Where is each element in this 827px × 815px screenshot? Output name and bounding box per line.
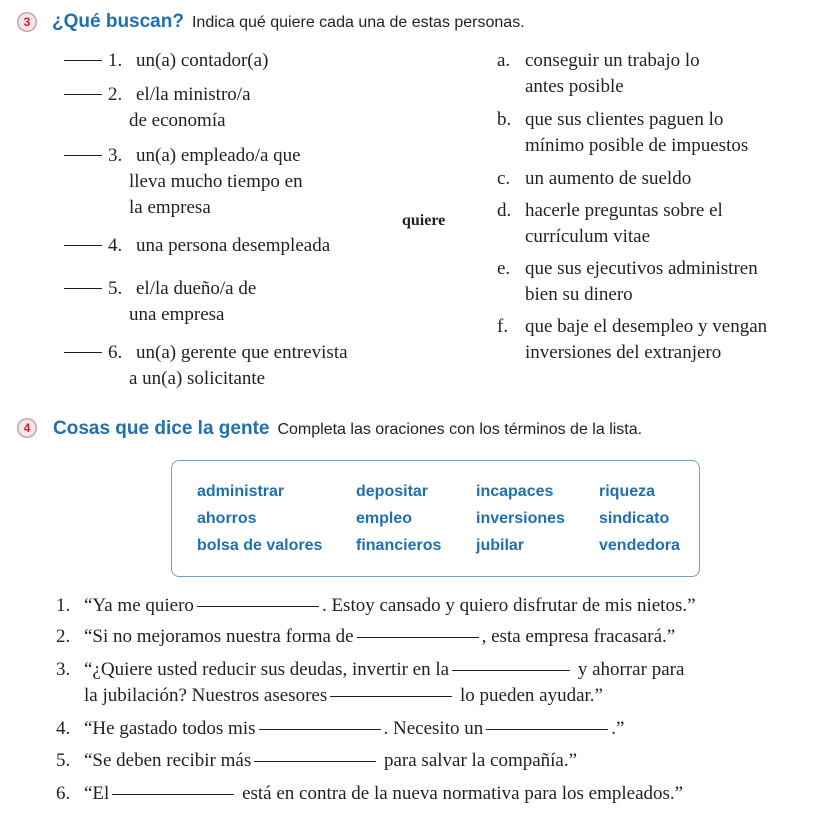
sentence-item: 1. “Ya me quiero . Estoy cansado y quiero disfrutar de mis nietos.” [56, 595, 696, 616]
exercise-title: ¿Qué buscan? [52, 11, 184, 32]
answer-blank[interactable] [64, 94, 102, 95]
verb-label: quiere [402, 212, 446, 229]
person-item: 4. una persona desempleada [64, 233, 330, 259]
answer-blank[interactable] [486, 729, 608, 730]
want-item-line: currículum vitae [525, 226, 651, 247]
want-item: f. que baje el desempleo y vengan [497, 316, 768, 337]
word-bank-term: riqueza [599, 483, 656, 500]
answer-blank[interactable] [330, 696, 452, 697]
want-item-line: antes posible [525, 76, 624, 97]
exercise-4-heading [53, 418, 642, 440]
want-item: b. que sus clientes paguen lo [497, 109, 724, 130]
want-item-line: mínimo posible de impuestos [525, 135, 749, 156]
word-bank-term: financieros [356, 537, 442, 554]
word-bank-term: bolsa de valores [197, 537, 323, 554]
want-item: a. conseguir un trabajo lo [497, 50, 700, 71]
person-item-line: lleva mucho tiempo en [129, 171, 303, 192]
person-item-line: la empresa [129, 197, 211, 218]
sentence-item: 2. “Si no mejoramos nuestra forma de , esta empresa fracasará.” [56, 626, 676, 647]
word-bank-term: inversiones [476, 510, 565, 527]
exercise-3-heading [52, 11, 525, 33]
answer-blank[interactable] [357, 637, 479, 638]
answer-blank[interactable] [197, 606, 319, 607]
person-item: 3. un(a) empleado/a que [64, 143, 301, 169]
sentence-item: 3. “¿Quiere usted reducir sus deudas, invertir en la y ahorrar para [56, 659, 685, 680]
word-bank-term: jubilar [476, 537, 525, 554]
word-bank-term: vendedora [599, 537, 680, 554]
exercise-instruction: Indica qué quiere cada una de estas personas. [191, 14, 525, 31]
sentence-item: 4. “He gastado todos mis . Necesito un .” [56, 718, 625, 739]
answer-blank[interactable] [64, 155, 102, 156]
answer-blank[interactable] [112, 794, 234, 795]
person-item-line: a un(a) solicitante [129, 368, 266, 389]
sentence-item-line: la jubilación? Nuestros asesores lo pueden ayudar.” [84, 685, 603, 706]
answer-blank[interactable] [64, 245, 102, 246]
exercise-number-badge: 4 [17, 418, 37, 438]
want-item: c. un aumento de sueldo [497, 168, 692, 189]
want-item: e. que sus ejecutivos administren [497, 258, 758, 279]
answer-blank[interactable] [254, 761, 376, 762]
answer-blank[interactable] [64, 288, 102, 289]
word-bank-term: sindicato [599, 510, 670, 527]
person-item: 6. un(a) gerente que entrevista [64, 340, 348, 366]
word-bank-term: empleo [356, 510, 413, 527]
sentence-item: 6. “El está en contra de la nueva normativa para los empleados.” [56, 783, 684, 804]
exercise-instruction: Completa las oraciones con los términos de la lista. [277, 421, 643, 438]
word-bank-term: ahorros [197, 510, 257, 527]
person-item: 2. el/la ministro/a [64, 82, 251, 108]
person-item-line: de economía [129, 110, 226, 131]
sentence-item: 5. “Se deben recibir más para salvar la compañía.” [56, 750, 578, 771]
person-item-line: una empresa [129, 304, 225, 325]
answer-blank[interactable] [64, 60, 102, 61]
want-item: d. hacerle preguntas sobre el [497, 200, 723, 221]
word-bank-term: depositar [356, 483, 429, 500]
want-item-line: inversiones del extranjero [525, 342, 722, 363]
answer-blank[interactable] [64, 352, 102, 353]
word-bank-term: incapaces [476, 483, 554, 500]
exercise-number-badge: 3 [17, 12, 37, 32]
person-item: 5. el/la dueño/a de [64, 276, 256, 302]
word-bank-term: administrar [197, 483, 285, 500]
want-item-line: bien su dinero [525, 284, 633, 305]
answer-blank[interactable] [259, 729, 381, 730]
person-item: 1. un(a) contador(a) [64, 48, 268, 74]
answer-blank[interactable] [452, 670, 570, 671]
exercise-title: Cosas que dice la gente [53, 418, 270, 439]
